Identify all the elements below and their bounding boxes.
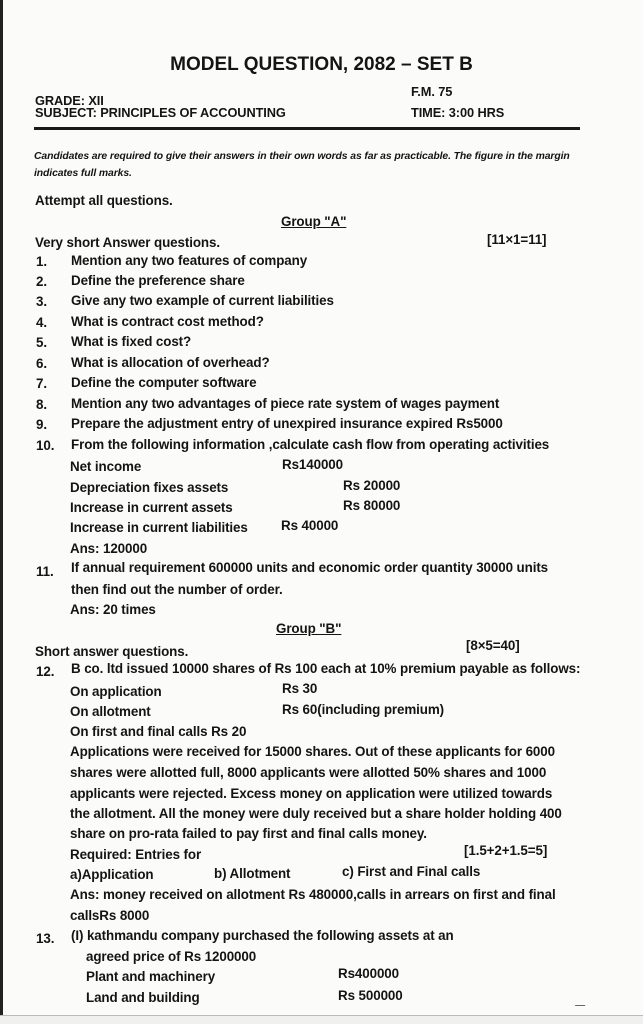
q13-item-label: Plant and machinery: [86, 969, 216, 984]
question-text: From the following information ,calculate cash flow from operating activities: [71, 437, 550, 452]
question-text: What is fixed cost?: [71, 334, 192, 349]
group-b-heading: Group "B": [276, 621, 342, 636]
time-label: TIME: 3:00 HRS: [411, 105, 505, 120]
group-a-heading: Group "A": [281, 214, 347, 229]
question-number: 10.: [36, 438, 55, 453]
q12-item-label: On allotment: [70, 704, 151, 719]
header-divider: [34, 127, 580, 130]
q13-item-value: Rs400000: [338, 966, 400, 981]
q12-part-a: a)Application: [70, 867, 154, 882]
q12-paragraph-line: applicants were rejected. Excess money on application were utilized towards: [70, 786, 553, 801]
question-number: 11.: [36, 564, 54, 579]
question-number: 3.: [36, 294, 47, 309]
q10-item-value: Rs140000: [282, 457, 344, 472]
question-number: 8.: [36, 397, 47, 412]
page-bottom-edge: [0, 1015, 643, 1024]
question-text: What is allocation of overhead?: [71, 355, 270, 370]
question-number: 5.: [36, 335, 47, 350]
group-b-marks: [8×5=40]: [466, 638, 520, 653]
question-number: 4.: [36, 315, 47, 330]
question-number: 2.: [36, 274, 47, 289]
q12-item-label: On application: [70, 684, 162, 699]
question-number: 7.: [36, 376, 47, 391]
attempt-all-label: Attempt all questions.: [35, 193, 173, 208]
q12-item-value: Rs 30: [282, 681, 318, 696]
paper-title: MODEL QUESTION, 2082 – SET B: [170, 54, 473, 75]
question-text: What is contract cost method?: [71, 314, 264, 329]
question-text: Give any two example of current liabilities: [71, 293, 334, 308]
question-number: 1.: [36, 254, 47, 269]
question-number: 6.: [36, 356, 47, 371]
question-text: Mention any two features of company: [71, 253, 308, 268]
q11-answer: Ans: 20 times: [70, 602, 156, 617]
q12-paragraph-line: the allotment. All the money were duly received but a share holder holding 400: [70, 806, 562, 821]
question-number: 13.: [36, 931, 55, 946]
group-a-marks: [11×1=11]: [487, 232, 547, 247]
page-left-edge: [0, 0, 3, 1024]
question-text: B co. ltd issued 10000 shares of Rs 100 each at 10% premium payable as follows:: [71, 661, 581, 676]
question-text: Prepare the adjustment entry of unexpired insurance expired Rs5000: [71, 416, 503, 431]
q12-paragraph-line: Applications were received for 15000 shares. Out of these applicants for 6000: [70, 744, 555, 759]
question-text: (I) kathmandu company purchased the following assets at an: [71, 928, 454, 943]
q12-final-calls: On first and final calls Rs 20: [70, 724, 247, 739]
q10-item-value: Rs 80000: [343, 498, 401, 513]
q12-paragraph-line: shares were allotted full, 8000 applicants were allotted 50% shares and 1000: [70, 765, 547, 780]
q10-item-value: Rs 40000: [281, 518, 339, 533]
q10-answer: Ans: 120000: [70, 541, 148, 556]
question-text: Define the computer software: [71, 375, 257, 390]
grade-label: GRADE: XII: [35, 93, 104, 108]
q12-part-b: b) Allotment: [214, 866, 291, 881]
question-text: Define the preference share: [71, 273, 245, 288]
q12-paragraph-line: share on pro-rata failed to pay first and final calls money.: [70, 826, 427, 841]
question-text-continued: then find out the number of order.: [71, 582, 283, 597]
page-corner-mark: —: [575, 999, 585, 1011]
group-b-section-label: Short answer questions.: [35, 644, 189, 659]
q13-item-value: Rs 500000: [338, 988, 403, 1003]
q12-answer-line: Ans: money received on allotment Rs 480000,calls in arrears on first and final: [70, 887, 556, 902]
q10-item-label: Increase in current liabilities: [70, 520, 248, 535]
question-text: Mention any two advantages of piece rate system of wages payment: [71, 396, 500, 411]
question-number: 9.: [36, 417, 47, 432]
q12-item-value: Rs 60(including premium): [282, 702, 445, 717]
question-text-continued: agreed price of Rs 1200000: [86, 949, 257, 964]
question-text: If annual requirement 600000 units and economic order quantity 30000 units: [71, 560, 549, 575]
q12-part-c: c) First and Final calls: [342, 864, 481, 879]
q10-item-label: Net income: [70, 459, 142, 474]
q10-item-value: Rs 20000: [343, 478, 401, 493]
q12-answer-line: callsRs 8000: [70, 908, 150, 923]
group-a-section-label: Very short Answer questions.: [35, 235, 220, 250]
q12-required-label: Required: Entries for: [70, 847, 202, 862]
full-marks-label: F.M. 75: [411, 84, 453, 99]
q13-item-label: Land and building: [86, 990, 200, 1005]
subject-label: SUBJECT: PRINCIPLES OF ACCOUNTING: [35, 105, 286, 120]
q12-required-marks: [1.5+2+1.5=5]: [464, 843, 548, 858]
q10-item-label: Increase in current assets: [70, 500, 233, 515]
instructions: Candidates are required to give their answers in their own words as far as practicable. The figure in the margin indicates full marks.: [34, 151, 570, 179]
question-number: 12.: [36, 664, 55, 679]
q10-item-label: Depreciation fixes assets: [70, 480, 229, 495]
